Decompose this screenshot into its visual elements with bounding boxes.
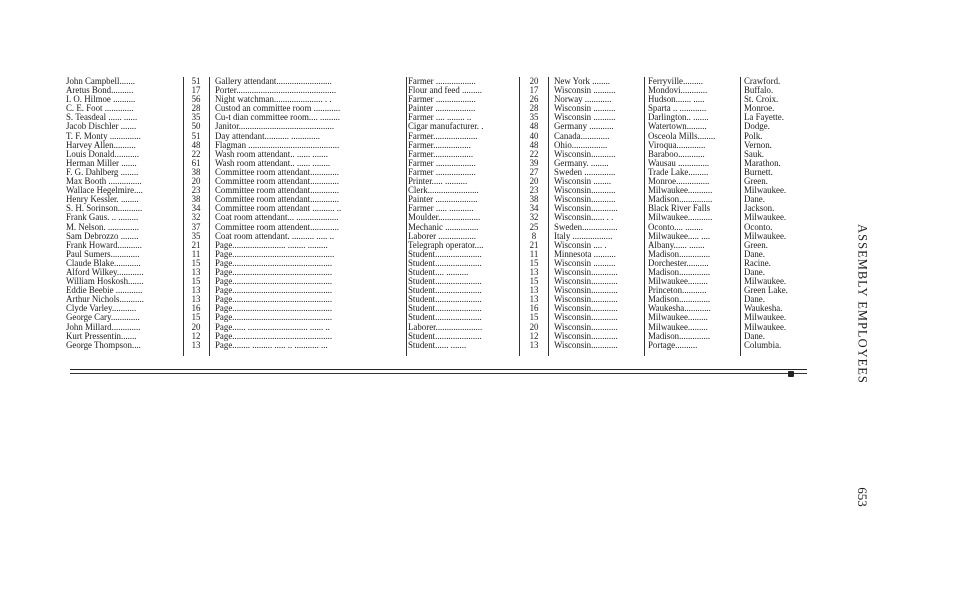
postoffice-cell: Dorchester.......... <box>648 258 709 268</box>
postoffice-cell: Oconto.... ........ <box>648 222 703 232</box>
position-cell: Page............................................. <box>215 267 333 277</box>
birthplace-cell: Wisconsin............ <box>554 304 618 314</box>
name-cell: Henry Kessler. ........ <box>66 195 139 205</box>
residence-cell: 28 <box>529 104 539 114</box>
age-cell: 15 <box>191 258 201 268</box>
birthplace-cell: Sweden................ <box>554 222 618 232</box>
occupation-cell: Farmer................. <box>408 140 471 150</box>
occupation-cell: Farmer.................. <box>408 149 474 159</box>
name-cell: George Cary............. <box>66 313 140 323</box>
county-cell: Dodge. <box>744 122 770 132</box>
birthplace-cell: Canada............. <box>554 131 610 141</box>
residence-cell: 13 <box>529 267 539 277</box>
age-cell: 13 <box>191 286 201 296</box>
postoffice-cell: Hudson....... ..... <box>648 95 705 105</box>
residence-cell: 17 <box>529 86 539 96</box>
residence-cell: 25 <box>529 222 539 232</box>
residence-cell: 48 <box>529 140 539 150</box>
postoffice-cell: Osceola Mills........ <box>648 131 716 141</box>
county-cell: Dane. <box>744 331 765 341</box>
position-column <box>215 77 401 350</box>
postoffice-cell: Waukesha............ <box>648 304 711 314</box>
postoffice-cell: Sparta .. ............ <box>648 104 707 114</box>
age-cell: 48 <box>191 140 201 150</box>
page-number: 653 <box>855 487 870 507</box>
county-cell: La Fayette. <box>744 113 784 123</box>
postoffice-cell: Madison............... <box>648 195 713 205</box>
position-cell: Committee room attendant............. <box>215 195 339 205</box>
name-cell: M. Nelson. .............. <box>66 222 139 232</box>
occupation-cell: Laborer..................... <box>408 322 483 332</box>
position-cell: Page.............................................. <box>215 249 335 259</box>
birthplace-cell: Ohio................ <box>554 140 608 150</box>
occupation-cell: Clerk....................... <box>408 186 479 196</box>
age-cell: 35 <box>191 113 201 123</box>
birthplace-cell: Germany. ........ <box>554 158 609 168</box>
birthplace-cell: Wisconsin............ <box>554 295 618 305</box>
postoffice-cell: Madison.............. <box>648 331 711 341</box>
occupation-cell: Telegraph operator.... <box>408 240 484 250</box>
position-cell: Coat room attendant... ................... <box>215 213 339 223</box>
birthplace-cell: Wisconsin........... <box>554 195 616 205</box>
name-cell: Claude Blake............ <box>66 258 141 268</box>
birthplace-cell: Wisconsin .... . <box>554 240 607 250</box>
county-cell: Green Lake. <box>744 286 788 296</box>
residence-cell: 21 <box>529 240 539 250</box>
position-cell: Wash room attendant.. ...... ....... <box>215 149 328 159</box>
name-cell: Frank Howard........... <box>66 240 142 250</box>
age-cell: 16 <box>191 304 201 314</box>
age-cell: 37 <box>191 222 201 232</box>
name-cell: George Thompson.... <box>66 340 141 350</box>
county-cell: Jackson. <box>744 204 775 214</box>
residence-cell: 27 <box>529 167 539 177</box>
name-cell: S. H. Sorinson........... <box>66 204 143 214</box>
occupation-cell: Painter ................... <box>408 195 478 205</box>
name-cell: John Millard............. <box>66 322 141 332</box>
name-cell: Alford Wilkey............ <box>66 267 144 277</box>
position-cell: Page............................................. <box>215 277 333 287</box>
occupation-cell: Student..................... <box>408 286 482 296</box>
residence-cell: 22 <box>529 149 539 159</box>
age-cell: 21 <box>191 240 201 250</box>
county-cell: Vernon. <box>744 140 772 150</box>
name-cell: Sam Debrozzo ........ <box>66 231 139 241</box>
column-divider <box>644 77 645 356</box>
occupation-cell: Farmer .................. <box>408 167 476 177</box>
postoffice-cell: Madison.............. <box>648 295 711 305</box>
postoffice-cell: Milwaukee........... <box>648 186 713 196</box>
position-cell: Page........................ ........ ......... <box>215 240 328 250</box>
county-cell: St. Croix. <box>744 95 779 105</box>
postoffice-cell: Portage.......... <box>648 340 698 350</box>
birthplace-cell: Wisconsin............ <box>554 267 618 277</box>
name-cell: T. F. Monty .............. <box>66 131 141 141</box>
name-cell: I. O. Hilmoe .......... <box>66 95 136 105</box>
bottom-rule-thin <box>70 373 807 374</box>
county-cell: Buffalo. <box>744 86 774 96</box>
position-cell: Page............................................. <box>215 313 333 323</box>
position-cell: Wash room attendant.. ...... ........ <box>215 158 331 168</box>
county-cell: Milwaukee. <box>744 313 787 323</box>
column-divider <box>183 77 184 356</box>
birthplace-cell: Germany ........... <box>554 122 614 132</box>
county-cell: Green. <box>744 177 768 187</box>
name-cell: Herman Miller ....... <box>66 158 137 168</box>
residence-cell: 13 <box>529 295 539 305</box>
age-cell: 34 <box>191 204 201 214</box>
column-divider <box>519 77 520 356</box>
occupation-cell: Student..................... <box>408 295 482 305</box>
column-divider <box>548 77 549 356</box>
county-cell: Milwaukee. <box>744 277 787 287</box>
age-cell: 35 <box>191 231 201 241</box>
occupation-cell: Printer..... .......... <box>408 177 468 187</box>
name-cell: C. E. Foot ............. <box>66 104 134 114</box>
postoffice-cell: Madison.............. <box>648 249 711 259</box>
position-cell: Page............................................. <box>215 304 333 314</box>
occupation-cell: Moulder................... <box>408 213 481 223</box>
postoffice-cell: Wausau .............. <box>648 158 710 168</box>
birthplace-cell: Wisconsin .......... <box>554 258 616 268</box>
postoffice-column <box>648 77 740 350</box>
occupation-cell: Farmer .................. <box>408 95 476 105</box>
position-cell: Gallery attendant......................... <box>215 77 332 86</box>
postoffice-cell: Milwaukee......... <box>648 313 708 323</box>
county-column <box>744 77 816 350</box>
birthplace-cell: New York ........ <box>554 77 610 86</box>
name-cell: Clyde Varley........... <box>66 304 137 314</box>
occupation-cell: Student.... .......... <box>408 267 469 277</box>
occupation-cell: Cigar manufacturer. . <box>408 122 484 132</box>
postoffice-cell: Milwaukee........... <box>648 213 713 223</box>
occupation-cell: Student...... ....... <box>408 340 467 350</box>
name-cell: Max Booth ............... <box>66 177 142 187</box>
name-column <box>66 77 180 350</box>
position-cell: Coat room attendant. .......... ..... .. <box>215 231 335 241</box>
occupation-cell: Student..................... <box>408 277 482 287</box>
birthplace-cell: Wisconsin............ <box>554 286 618 296</box>
county-cell: Monroe. <box>744 104 775 114</box>
position-cell: Page...... ........................... ...... .. <box>215 322 330 332</box>
age-cell: 51 <box>191 77 201 86</box>
occupation-cell: Painter .................. <box>408 104 476 114</box>
postoffice-cell: Viroqua............. <box>648 140 706 150</box>
residence-cell: 20 <box>529 177 539 187</box>
county-cell: Marathon. <box>744 158 781 168</box>
county-cell: Columbia. <box>744 340 782 350</box>
residence-cell: 15 <box>529 258 539 268</box>
occupation-cell: Mechanic ............... <box>408 222 479 232</box>
birthplace-cell: Wisconsin............ <box>554 322 618 332</box>
age-cell: 20 <box>191 322 201 332</box>
occupation-cell: Laborer ................. <box>408 231 477 241</box>
name-cell: Harvey Allen.......... <box>66 140 136 150</box>
county-cell: Dane. <box>744 249 765 259</box>
age-cell: 28 <box>191 104 201 114</box>
residence-cell: 11 <box>529 249 539 259</box>
ink-mark <box>788 371 794 377</box>
county-cell: Waukesha. <box>744 304 783 314</box>
age-cell: 38 <box>191 167 201 177</box>
age-cell: 15 <box>191 313 201 323</box>
occupation-cell: Student..................... <box>408 331 482 341</box>
residence-cell: 38 <box>529 195 539 205</box>
occupation-cell: Farmer .... ........ .. <box>408 113 472 123</box>
age-cell: 51 <box>191 131 201 141</box>
birthplace-cell: Wisconsin............ <box>554 340 618 350</box>
county-cell: Crawford. <box>744 77 781 86</box>
column-divider <box>209 77 210 356</box>
county-cell: Milwaukee. <box>744 231 787 241</box>
age-cell: 22 <box>191 149 201 159</box>
position-cell: Flagman ......................................... <box>215 140 340 150</box>
county-cell: Milwaukee. <box>744 213 787 223</box>
age-cell: 56 <box>191 95 201 105</box>
residence-cell: 8 <box>531 231 537 241</box>
residence-cell: 15 <box>529 313 539 323</box>
age-cell: 13 <box>191 340 201 350</box>
postoffice-cell: Mondovi............ <box>648 86 708 96</box>
age-cell: 13 <box>191 267 201 277</box>
column-divider <box>406 77 407 356</box>
position-cell: Day attendant........... ............. <box>215 131 321 141</box>
birthplace-cell: Wisconsin............ <box>554 331 618 341</box>
position-cell: Page............................................. <box>215 258 333 268</box>
occupation-cell: Student..................... <box>408 249 482 259</box>
postoffice-cell: Watertown......... <box>648 122 707 132</box>
birthplace-cell: Wisconsin...... . . <box>554 213 614 223</box>
residence-cell: 20 <box>529 77 539 86</box>
postoffice-cell: Madison.............. <box>648 267 711 277</box>
residence-cell: 32 <box>529 213 539 223</box>
residence-cell: 13 <box>529 286 539 296</box>
position-cell: Cu-t dian committee room.... ......... <box>215 113 340 123</box>
position-cell: Janitor........................................... <box>215 122 335 132</box>
bottom-rule <box>70 369 807 370</box>
name-cell: S. Teasdeal ...... ...... <box>66 113 138 123</box>
county-cell: Green. <box>744 240 768 250</box>
residence-cell: 12 <box>529 331 539 341</box>
occupation-cell: Student..................... <box>408 304 482 314</box>
postoffice-cell: Darlington.. ....... <box>648 113 709 123</box>
occupation-cell: Farmer .................. <box>408 158 476 168</box>
birthplace-cell: Italy .................. <box>554 231 613 241</box>
birthplace-cell: Sweden .............. <box>554 167 616 177</box>
birthplace-cell: Wisconsin........... <box>554 149 616 159</box>
postoffice-cell: Baraboo............ <box>648 149 705 159</box>
postoffice-cell: Princeton........... <box>648 286 707 296</box>
position-cell: Page............................................. <box>215 295 333 305</box>
postoffice-cell: Milwaukee..... .... <box>648 231 711 241</box>
occupation-cell: Farmer .................. <box>408 77 476 86</box>
age-cell: 11 <box>191 249 201 259</box>
name-cell: Eddie Beebie ............ <box>66 286 143 296</box>
position-cell: Page........ ......... ..... .. ........... ... <box>215 340 328 350</box>
residence-cell: 40 <box>529 131 539 141</box>
residence-cell: 20 <box>529 322 539 332</box>
county-cell: Milwaukee. <box>744 322 787 332</box>
age-cell: 32 <box>191 213 201 223</box>
name-cell: Jacob Dischler ....... <box>66 122 137 132</box>
name-cell: Frank Gaus. .. ......... <box>66 213 139 223</box>
postoffice-cell: Milwaukee......... <box>648 277 708 287</box>
name-cell: Louis Donald........... <box>66 149 139 159</box>
position-cell: Committee room attendant............. <box>215 186 339 196</box>
name-cell: Arthur Nichols........... <box>66 295 144 305</box>
birthplace-cell: Wisconsin............ <box>554 204 618 214</box>
age-cell: 50 <box>191 122 201 132</box>
occupation-cell: Student..................... <box>408 313 482 323</box>
age-column <box>189 77 203 350</box>
birthplace-cell: Wisconsin .......... <box>554 86 616 96</box>
position-cell: Committee room attendant............. <box>215 167 339 177</box>
county-cell: Polk. <box>744 131 763 141</box>
age-cell: 38 <box>191 195 201 205</box>
age-cell: 13 <box>191 295 201 305</box>
age-cell: 17 <box>191 86 201 96</box>
postoffice-cell: Ferryville......... <box>648 77 703 86</box>
residence-cell: 39 <box>529 158 539 168</box>
occupation-cell: Farmer ..... ........... <box>408 204 474 214</box>
position-cell: Committee room attendant............. <box>215 177 339 187</box>
birthplace-column <box>554 77 644 350</box>
county-cell: Sauk. <box>744 149 764 159</box>
position-cell: Page............................................. <box>215 331 333 341</box>
birthplace-cell: Norway ............ <box>554 95 612 105</box>
residence-years-column <box>525 77 543 350</box>
age-cell: 61 <box>191 158 201 168</box>
birthplace-cell: Wisconsin .......... <box>554 104 616 114</box>
name-cell: Paul Sumers............. <box>66 249 140 259</box>
county-cell: Burnett. <box>744 167 773 177</box>
age-cell: 23 <box>191 186 201 196</box>
position-cell: Night watchman...................... . . <box>215 95 332 105</box>
county-cell: Oconto. <box>744 222 773 232</box>
age-cell: 12 <box>191 331 201 341</box>
age-cell: 15 <box>191 277 201 287</box>
postoffice-cell: Monroe............... <box>648 177 710 187</box>
name-cell: F. G. Dahlberg ........ <box>66 167 139 177</box>
birthplace-cell: Minnesota .......... <box>554 249 616 259</box>
occupation-cell: Flour and feed ......... <box>408 86 482 96</box>
position-cell: Committee room attendant .......... .. <box>215 204 342 214</box>
county-cell: Racine. <box>744 258 771 268</box>
name-cell: Kurt Pressentin....... <box>66 331 137 341</box>
occupation-cell: Farmer.................... <box>408 131 478 141</box>
county-cell: Dane. <box>744 195 765 205</box>
birthplace-cell: Wisconsin .......... <box>554 113 616 123</box>
residence-cell: 13 <box>529 340 539 350</box>
position-cell: Custod an committee room ............ <box>215 104 341 114</box>
age-cell: 20 <box>191 177 201 187</box>
name-cell: Wallace Hegelmire.... <box>66 186 143 196</box>
postoffice-cell: Albany...... ....... <box>648 240 705 250</box>
residence-cell: 35 <box>529 113 539 123</box>
residence-cell: 16 <box>529 304 539 314</box>
residence-cell: 23 <box>529 186 539 196</box>
county-cell: Dane. <box>744 267 765 277</box>
birthplace-cell: Wisconsin ........ <box>554 177 612 187</box>
name-cell: John Campbell....... <box>66 77 136 86</box>
postoffice-cell: Black River Falls <box>648 204 711 214</box>
side-heading: ASSEMBLY EMPLOYEES <box>855 224 870 384</box>
residence-cell: 15 <box>529 277 539 287</box>
position-cell: Porter............................................. <box>215 86 337 96</box>
column-divider <box>740 77 741 356</box>
birthplace-cell: Wisconsin............ <box>554 277 618 287</box>
county-cell: Milwaukee. <box>744 186 787 196</box>
occupation-column <box>408 77 516 350</box>
birthplace-cell: Wisconsin........... <box>554 186 616 196</box>
residence-cell: 26 <box>529 95 539 105</box>
name-cell: Aretus Bond.......... <box>66 86 134 96</box>
postoffice-cell: Milwaukee......... <box>648 322 708 332</box>
birthplace-cell: Wisconsin............ <box>554 313 618 323</box>
residence-cell: 34 <box>529 204 539 214</box>
occupation-cell: Student..................... <box>408 258 482 268</box>
residence-cell: 48 <box>529 122 539 132</box>
county-cell: Dane. <box>744 295 765 305</box>
position-cell: Committee room attendent............. <box>215 222 339 232</box>
postoffice-cell: Trade Lake......... <box>648 167 709 177</box>
name-cell: William Hoskosh....... <box>66 277 144 287</box>
position-cell: Page............................................. <box>215 286 333 296</box>
